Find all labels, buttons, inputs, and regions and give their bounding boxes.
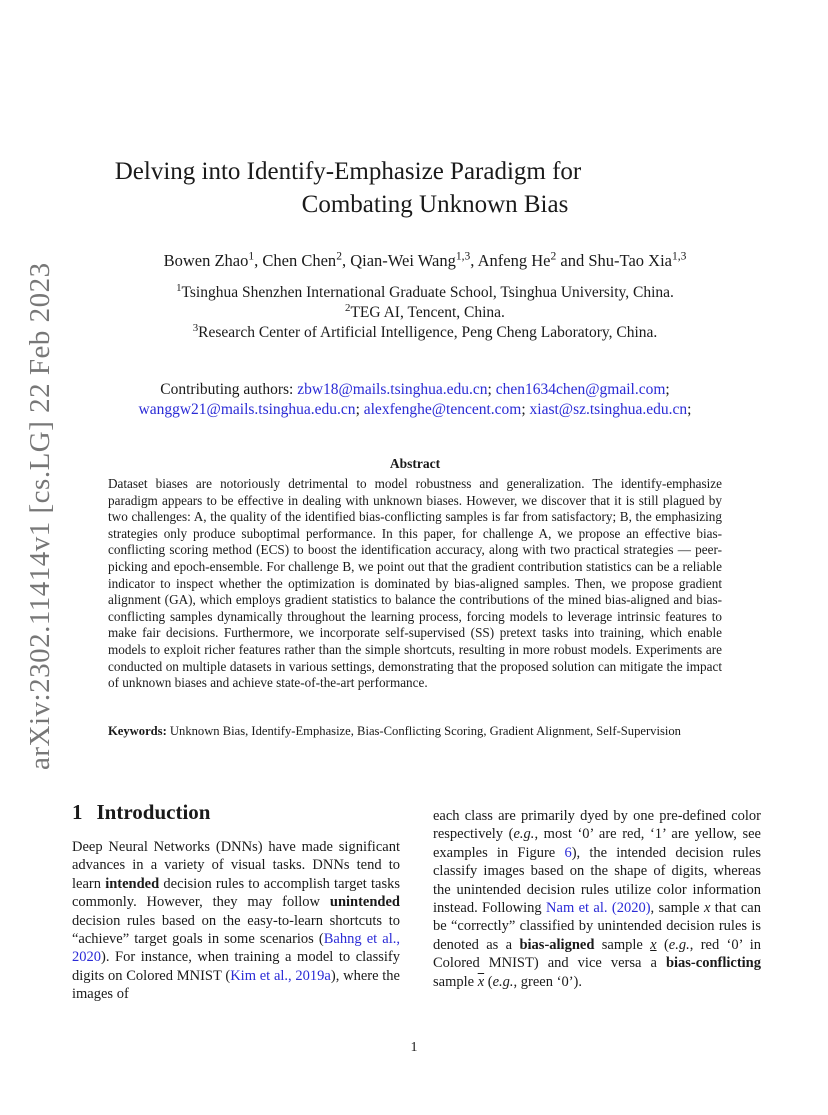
citation-link[interactable]: Kim et al., 2019a [230,967,331,984]
text-run: ), where the images of [72,967,400,1003]
math-variable-underlined: x [650,936,657,953]
italic-run: e.g. [668,936,690,953]
contributing-authors: Contributing authors: zbw18@mails.tsinghua.edu.cn; chen1634chen@gmail.com; wanggw21@mails.tsinghua.edu.cn; alexfenghe@tencent.com; xiast@sz.tsinghua.edu.cn; [138,381,692,418]
author-name: Shu-Tao Xia [588,251,672,270]
text-run: sample [433,973,478,990]
bold-term: bias-aligned [519,936,595,953]
email-link[interactable]: wanggw21@mails.tsinghua.edu.cn [138,401,356,418]
text-run: , most ‘0’ are red, ‘1’ are yellow, see examples in Figure [433,826,761,861]
keywords [108,724,722,740]
section-title: Introduction [96,800,211,824]
email-link[interactable]: zbw18@mails.tsinghua.edu.cn [297,381,488,398]
text-run: decision rules based on the easy-to-learn shortcuts to “achieve” target goals in some scenarios ( [72,912,400,948]
section-heading [72,800,224,825]
abstract-body: Dataset biases are notoriously detrimental to model robustness and generalization. The identify-emphasize paradigm appears to be effective in dealing with unknown biases. However, we discover that it is still plagued by two challenges: A, the quality of the identified bias-conflicting samples is far from satisfactory; B, the emphasizing strategies only produce suboptimal performance. In this paper, for challenge A, we propose an effective bias-conflicting scoring method (ECS) to boost the identification accuracy, along with two practical strategies — peer-picking and epoch-ensemble. For challenge B, we point out that the gradient contribution statistics can be a reliable indicator to inspect whether the optimization is dominated by bias-aligned samples. Then, we propose gradient alignment (GA), which employs gradient statistics to balance the contributions of the mined bias-aligned and bias-conflicting samples dynamically throughout the learning process, forcing models to leverage intrinsic features to make fair decisions. Furthermore, we incorporate self-supervised (SS) pretext tasks into training, which enable models to exploit richer features rather than the simple shortcuts, resulting in more robust models. Experiments are conducted on multiple datasets in various settings, demonstrating that the proposed solution can mitigate the impact of unknown biases and achieve state-of-the-art performance. [108,476,722,691]
affiliation-line [80,323,770,343]
bold-term: intended [105,875,160,892]
author-affil-sup: 1,3 [671,250,687,263]
section-number: 1 [72,800,83,824]
keywords-label: Keywords: [108,724,167,738]
text-run: ( [484,973,493,990]
right-column-text [433,807,761,991]
text-run: each class are primarily dyed by one pre-defined color respectively ( [433,808,761,843]
bold-term: bias-conflicting [665,955,761,972]
left-column-text [72,838,400,1004]
email-link[interactable]: alexfenghe@tencent.com [363,401,522,418]
text-run: that can be “correctly” classified by unintended decision rules is denoted as a [433,900,761,953]
italic-run: e.g. [492,973,514,990]
affiliation-sup: 2 [345,301,351,314]
math-variable-overlined: $\overline{x}$ [477,973,485,990]
paper-title [100,155,730,221]
affiliation-text: Tsinghua Shenzhen International Graduate School, Tsinghua University, China. [181,284,674,301]
affiliations [80,283,770,343]
email-link[interactable]: xiast@sz.tsinghua.edu.cn [529,401,688,418]
author-affil-sup: 2 [550,250,557,263]
text-run: sample [594,936,651,953]
page-number: 1 [410,1040,418,1055]
text-run: , sample [650,900,704,917]
text-run: decision rules to accomplish target tasks commonly. However, they may follow [72,875,400,911]
author-name: Qian-Wei Wang [350,251,456,270]
text-run: , red ‘0’ in Colored MNIST) and vice versa a [433,936,761,972]
affiliation-line [80,303,770,323]
author-affil-sup: 2 [336,250,342,263]
author-name: Chen Chen [262,251,337,270]
text-run: , green ‘0’). [513,973,582,990]
text-run: ( [656,936,669,953]
affiliation-text: Research Center of Artificial Intelligence, Peng Cheng Laboratory, China. [198,324,658,341]
author-affil-sup: 1 [248,250,255,263]
text-run: Deep Neural Networks (DNNs) have made significant advances in a variety of visual tasks. DNNs tend to learn [72,839,400,892]
keywords-text: Unknown Bias, Identify-Emphasize, Bias-Conflicting Scoring, Gradient Alignment, Self-Supervision [169,724,681,738]
author-list: Bowen Zhao$^1$, Chen Chen$^2$, Qian-Wei Wang$^{1,3}$, Anfeng He$^2$ and Shu-Tao Xia$^{1,3}$ [163,250,687,270]
affiliation-text: TEG AI, Tencent, China. [350,304,505,321]
contributing-label: Contributing authors: [160,381,294,398]
affiliation-sup: 1 [176,281,182,294]
citation-link[interactable]: Nam et al. (2020) [546,900,651,917]
text-run: ), the intended decision rules classify images based on the shape of digits, whereas the unintended decision rules utilize color information instead. Following [433,844,761,917]
title-line-1: Delving into Identify-Emphasize Paradigm for [114,158,582,185]
affiliation-sup: 3 [192,321,199,334]
title-line-2: Combating Unknown Bias [301,191,569,218]
citation-link[interactable]: Bahng et al., 2020 [72,931,400,966]
abstract-heading: Abstract [389,456,441,471]
author-affil-sup: 1,3 [455,250,471,263]
figure-ref-link[interactable]: 6 [564,844,572,861]
math-variable: x [703,900,711,917]
text-run: ). For instance, when training a model to classify digits on Colored MNIST ( [72,949,400,984]
author-name: Bowen Zhao [163,251,249,270]
italic-run: e.g. [513,826,535,843]
email-link[interactable]: chen1634chen@gmail.com [495,381,666,398]
bold-term: unintended [329,894,400,911]
affiliation-line [80,283,770,303]
author-name: Anfeng He [477,251,551,270]
arxiv-identifier: arXiv:2302.11414v1 [cs.LG] 22 Feb 2023 [24,262,56,770]
